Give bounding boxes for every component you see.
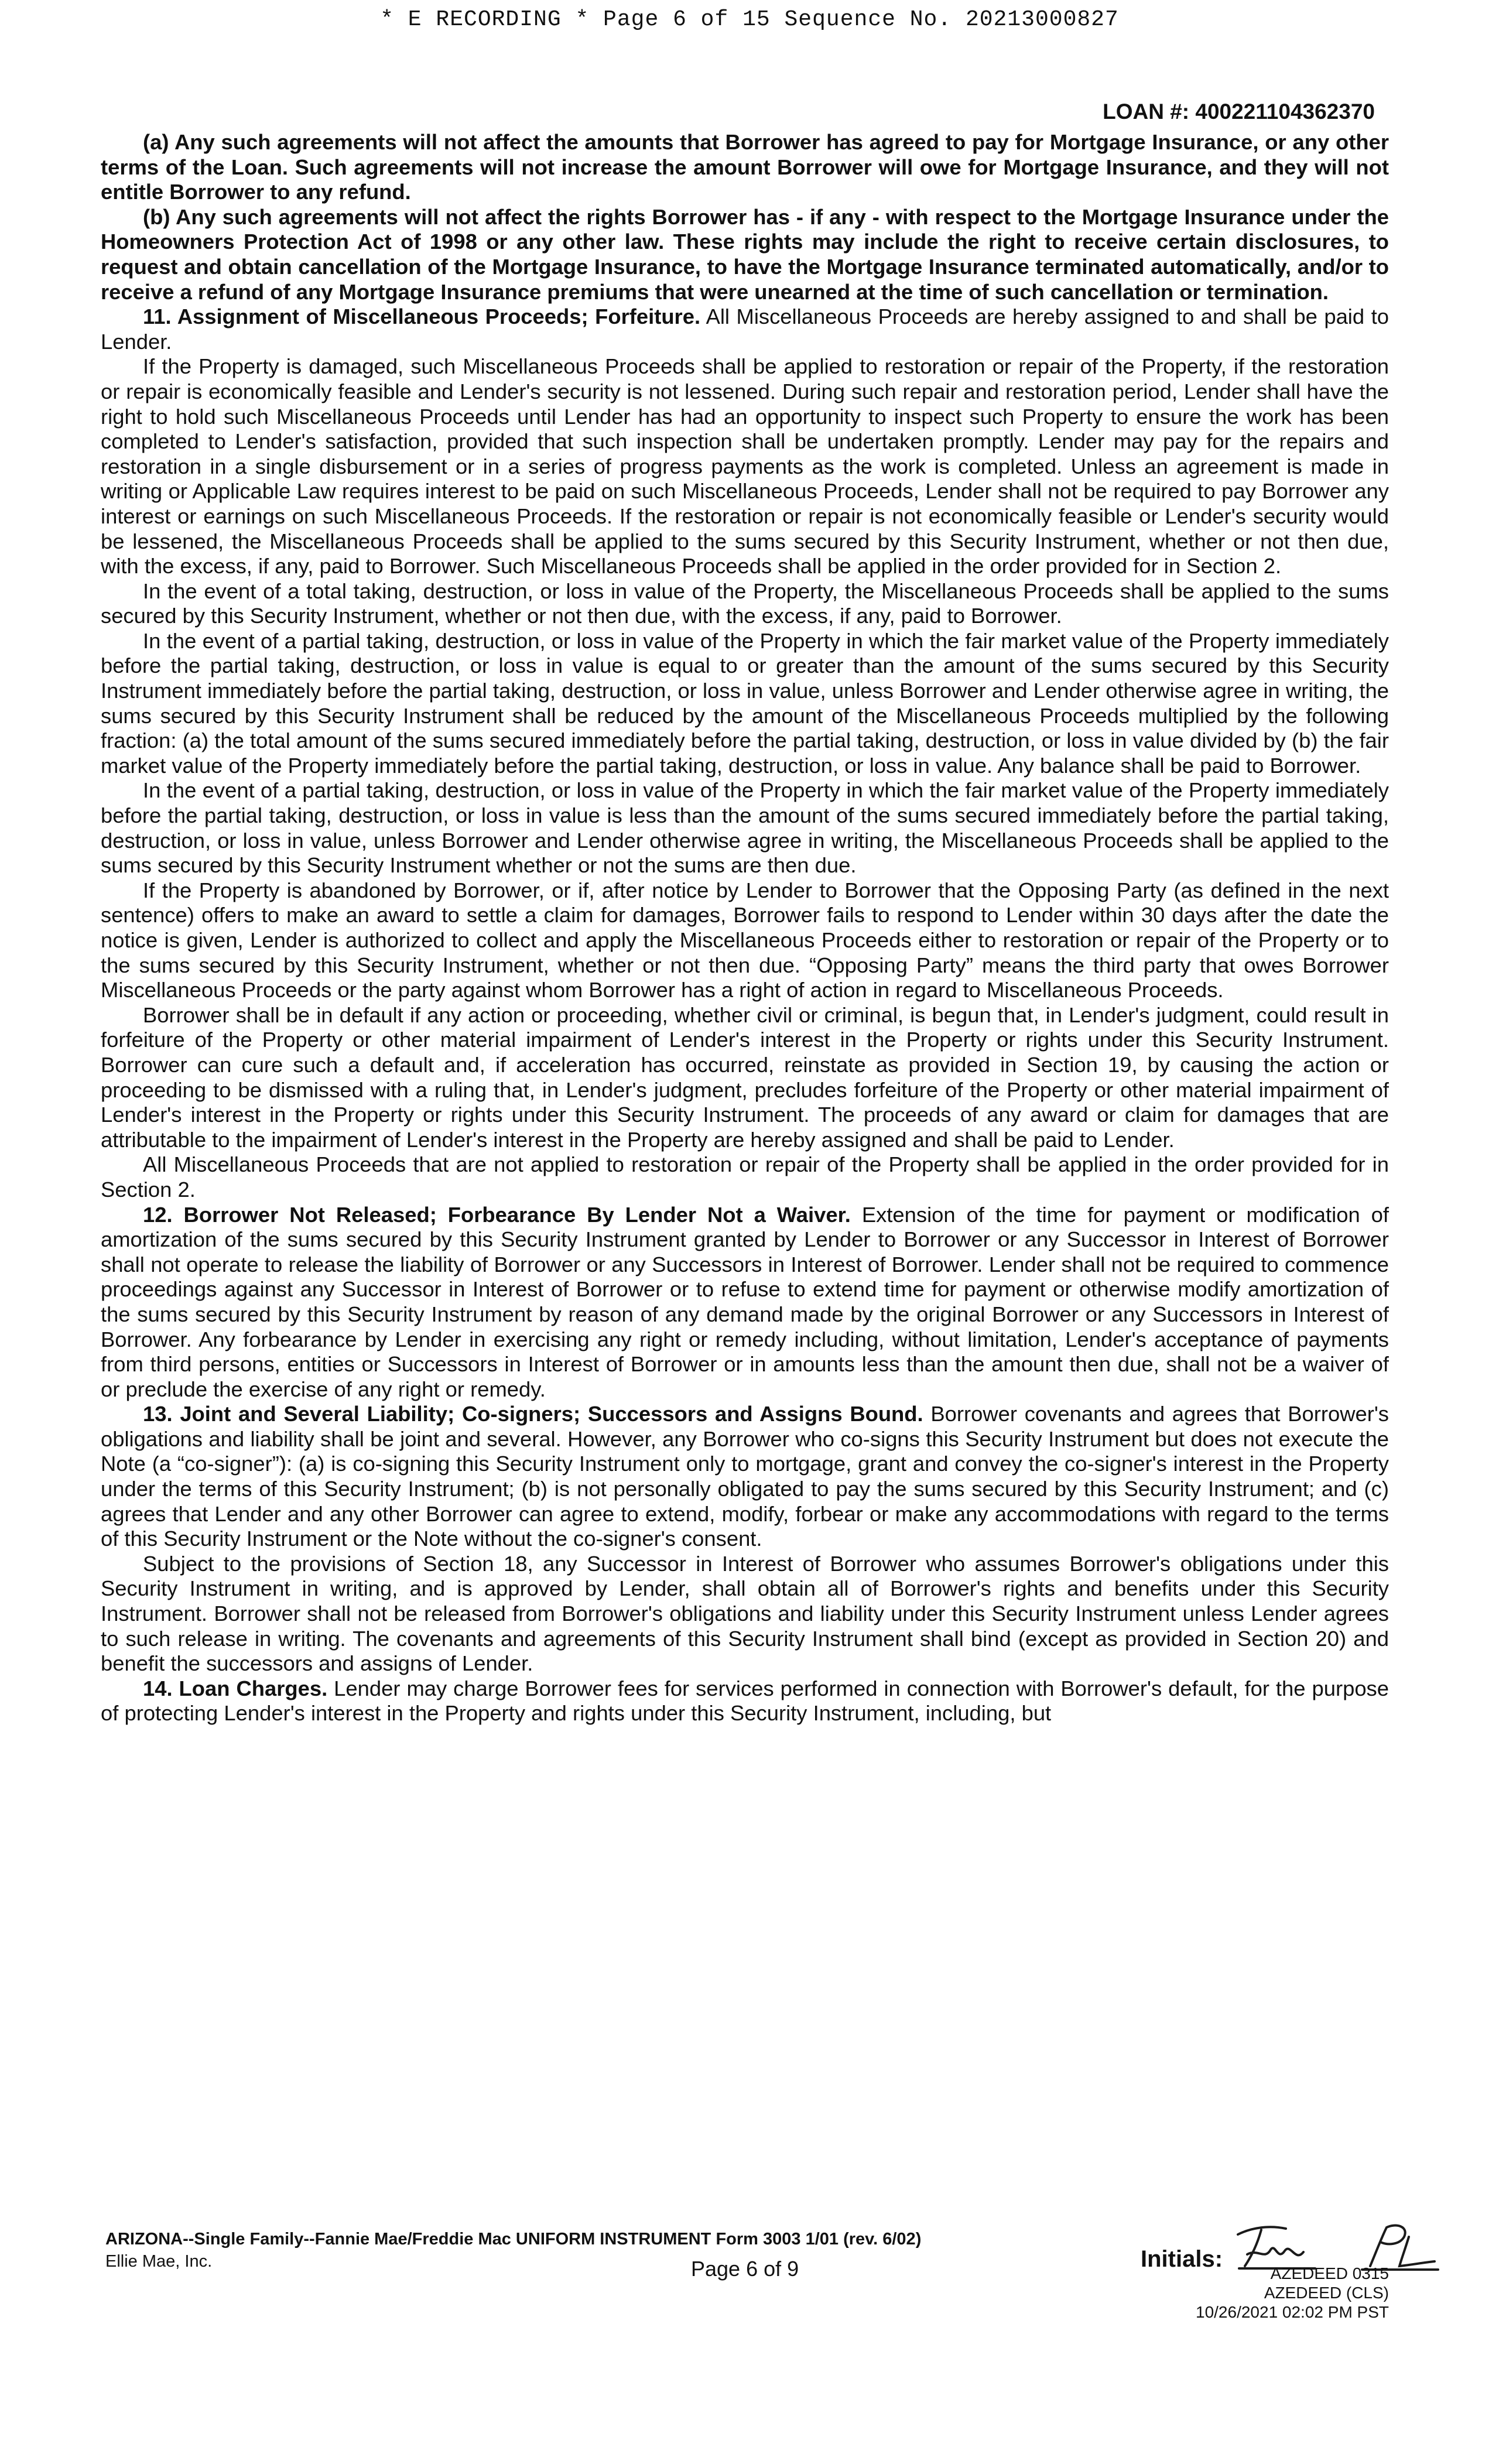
paragraph-text: If the Property is damaged, such Miscellaneous Proceeds shall be applied to restoration or repair of the Property, if the restoration or repair is economically feasible and Lender's security is not lessened. During such repair and restoration period, Lender shall have the right to hold such Miscellaneous Proceeds until Lender has had an opportunity to inspect such Property to ensure the work has been completed to Lender's satisfaction, provided that such inspection shall be undertaken promptly. Lender may pay for the repairs and restoration in a single disbursement or in a series of progress payments as the work is completed. Unless an agreement is made in writing or Applicable Law requires interest to be paid on such Miscellaneous Proceeds, Lender shall not be required to pay Borrower any interest or earnings on such Miscellaneous Proceeds. If the restoration or repair is not economically feasible or Lender's security would be lessened, the Miscellaneous Proceeds shall be applied to the sums secured by this Security Instrument, whether or not then due, with the excess, if any, paid to Borrower. Such Miscellaneous Proceeds shall be applied in the order provided for in Section 2.	[101, 354, 1389, 579]
paragraph-text: Subject to the provisions of Section 18, any Successor in Interest of Borrower who assumes Borrower's obligations under this Security Instrument in writing, and is approved by Lender, shall obtain all of Borrower's rights and benefits under this Security Instrument. Borrower shall not be released from Borrower's obligations and liability under this Security Instrument unless Lender agrees to such release in writing. The covenants and agreements of this Security Instrument shall bind (except as provided in Section 20) and benefit the successors and assigns of Lender.	[101, 1551, 1389, 1676]
page-number: Page 6 of 9	[691, 2257, 799, 2281]
stamp-line: AZEDEED (CLS)	[1264, 2284, 1389, 2302]
paragraph	[101, 878, 1389, 1003]
paragraph-text: In the event of a partial taking, destruction, or loss in value of the Property in which the fair market value of the Property immediately before the partial taking, destruction, or loss in value is less than the amount of the sums secured immediately before the partial taking, destruction, or loss in value, unless Borrower and Lender otherwise agree in writing, the Miscellaneous Proceeds shall be applied to the sums secured by this Security Instrument whether or not the sums are then due.	[101, 778, 1389, 878]
paragraph-text: In the event of a total taking, destruction, or loss in value of the Property, the Miscellaneous Proceeds shall be applied to the sums secured by this Security Instrument, whether or not then due, with the excess, if any, paid to Borrower.	[101, 579, 1389, 628]
paragraph-text: If the Property is abandoned by Borrower, or if, after notice by Lender to Borrower that the Opposing Party (as defined in the next sentence) offers to make an award to settle a claim for damages, Borrower fails to respond to Lender within 30 days after the date the notice is given, Lender is authorized to collect and apply the Miscellaneous Proceeds either to restoration or repair of the Property or to the sums secured by this Security Instrument, whether or not then due. “Opposing Party” means the third party that owes Borrower Miscellaneous Proceeds or the party against whom Borrower has a right of action in regard to Miscellaneous Proceeds.	[101, 878, 1389, 1002]
paragraph-text: All Miscellaneous Proceeds are hereby assigned to and shall be paid to Lender.	[101, 304, 1389, 354]
section-14-heading-paragraph	[101, 1676, 1389, 1726]
section-11-heading-paragraph	[101, 304, 1389, 354]
paragraph-text: Borrower covenants and agrees that Borrower's obligations and liability shall be joint and several. However, any Borrower who co-signs this Security Instrument but does not execute the Note (a “co-signer”): (a) is co-signing this Security Instrument only to mortgage, grant and convey the co-signer's interest in the Property under the terms of this Security Instrument; (b) is not personally obligated to pay the sums secured by this Security Instrument; and (c) agrees that Lender and any other Borrower can agree to extend, modify, forbear or make any accommodations with regard to the terms of this Security Instrument or the Note without the co-signer's consent.	[101, 1402, 1389, 1551]
section-title: 12. Borrower Not Released; Forbearance By Lender Not a Waiver.	[143, 1202, 851, 1227]
section-12-heading-paragraph	[101, 1203, 1389, 1402]
paragraph-text: (a) Any such agreements will not affect the amounts that Borrower has agreed to pay for Mortgage Insurance, or any other terms of the Loan. Such agreements will not increase the amount Borrower will owe for Mortgage Insurance, and they will not entitle Borrower to any refund.	[101, 130, 1389, 204]
paragraph-text: (b) Any such agreements will not affect the rights Borrower has - if any - with respect to the Mortgage Insurance under the Homeowners Protection Act of 1998 or any other law. These rights may include the right to receive certain disclosures, to request and obtain cancellation of the Mortgage Insurance, to have the Mortgage Insurance terminated automatically, and/or to receive a refund of any Mortgage Insurance premiums that were unearned at the time of such cancellation or termination.	[101, 204, 1389, 304]
paragraph-b	[101, 205, 1389, 304]
loan-number: LOAN #: 400221104362370	[1103, 100, 1375, 124]
recording-line: * E RECORDING * Page 6 of 15 Sequence No. 20213000827	[380, 7, 1119, 32]
paragraph	[101, 1552, 1389, 1676]
paragraph	[101, 778, 1389, 878]
section-title: 14. Loan Charges.	[143, 1676, 328, 1700]
form-identifier: ARIZONA--Single Family--Fannie Mae/Freddie Mac UNIFORM INSTRUMENT Form 3003 1/01 (rev. 6/02)	[105, 2230, 922, 2249]
publisher: Ellie Mae, Inc.	[105, 2252, 213, 2271]
paragraph-text: In the event of a partial taking, destruction, or loss in value of the Property in which the fair market value of the Property immediately before the partial taking, destruction, or loss in value is equal to or greater than the amount of the sums secured by this Security Instrument immediately before the partial taking, destruction, or loss in value, unless Borrower and Lender otherwise agree in writing, the sums secured by this Security Instrument shall be reduced by the amount of the Miscellaneous Proceeds multiplied by the following fraction: (a) the total amount of the sums secured immediately before the partial taking, destruction, or loss in value divided by (b) the fair market value of the Property immediately before the partial taking, destruction, or loss in value. Any balance shall be paid to Borrower.	[101, 628, 1389, 778]
stamp-line: AZEDEED 0315	[1270, 2264, 1389, 2282]
paragraph	[101, 1003, 1389, 1153]
initials-label: Initials:	[1141, 2246, 1223, 2272]
recording-header	[0, 7, 1499, 32]
section-title: 11. Assignment of Miscellaneous Proceeds; Forfeiture.	[143, 304, 701, 329]
section-title: 13. Joint and Several Liability; Co-signers; Successors and Assigns Bound.	[143, 1402, 923, 1426]
paragraph	[101, 579, 1389, 629]
recording-stamp	[1196, 2264, 1389, 2322]
section-13-heading-paragraph	[101, 1402, 1389, 1552]
paragraph	[101, 629, 1389, 779]
paragraph-text: Lender may charge Borrower fees for services performed in connection with Borrower's default, for the purpose of protecting Lender's interest in the Property and rights under this Security Instrument, including, but	[101, 1676, 1389, 1726]
document-body	[101, 130, 1389, 1726]
stamp-line: 10/26/2021 02:02 PM PST	[1196, 2303, 1389, 2321]
paragraph-text: Extension of the time for payment or modification of amortization of the sums secured by this Security Instrument granted by Lender to Borrower or any Successor in Interest of Borrower shall not operate to release the liability of Borrower or any Successors in Interest of Borrower. Lender shall not be required to commence proceedings against any Successor in Interest of Borrower or to refuse to extend time for payment or otherwise modify amortization of the sums secured by this Security Instrument by reason of any demand made by the original Borrower or any Successors in Interest of Borrower. Any forbearance by Lender in exercising any right or remedy including, without limitation, Lender's acceptance of payments from third persons, entities or Successors in Interest of Borrower or in amounts less than the amount then due, shall not be a waiver of or preclude the exercise of any right or remedy.	[101, 1202, 1389, 1401]
paragraph	[101, 354, 1389, 579]
paragraph	[101, 1152, 1389, 1202]
paragraph-text: All Miscellaneous Proceeds that are not applied to restoration or repair of the Property shall be applied in the order provided for in Section 2.	[101, 1152, 1389, 1202]
paragraph-a	[101, 130, 1389, 205]
paragraph-text: Borrower shall be in default if any action or proceeding, whether civil or criminal, is begun that, in Lender's judgment, could result in forfeiture of the Property or other material impairment of Lender's interest in the Property or rights under this Security Instrument. Borrower can cure such a default and, if acceleration has occurred, reinstate as provided in Section 19, by causing the action or proceeding to be dismissed with a ruling that, in Lender's judgment, precludes forfeiture of the Property or other material impairment of Lender's interest in the Property or rights under this Security Instrument. The proceeds of any award or claim for damages that are attributable to the impairment of Lender's interest in the Property are hereby assigned and shall be paid to Lender.	[101, 1002, 1389, 1152]
